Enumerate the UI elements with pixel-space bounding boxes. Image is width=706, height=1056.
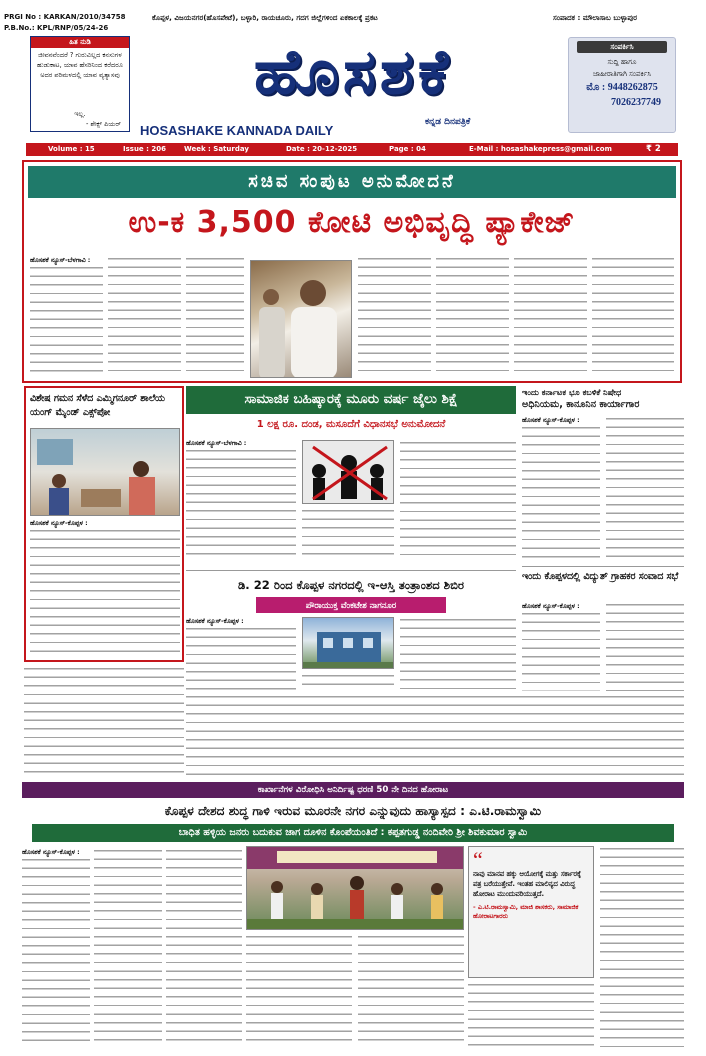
land-grab-col-2 [606, 416, 684, 560]
social-boycott-illustration [302, 440, 394, 504]
quote-mark-icon: “ [473, 847, 483, 872]
pollution-col-1 [22, 857, 90, 1047]
power-consumer-meet-story [522, 566, 684, 692]
lead-kicker: ಸಚಿವ ಸಂಪುಟ ಅನುಮೋದನೆ [28, 166, 676, 198]
pollution-col-3 [166, 848, 242, 1047]
e-asset-story [186, 570, 516, 692]
e-asset-col-1 [186, 626, 296, 692]
issue: Issue : 206 [123, 145, 166, 153]
prgi-number: PRGI No : KARKAN/2010/34758 [4, 13, 126, 21]
date: Date : 20-12-2025 [286, 145, 358, 153]
contact-line-1: ಸುದ್ದಿ ಹಾಗೂ [607, 58, 637, 66]
page-number: Page : 04 [389, 145, 426, 153]
power-meet-col-1 [522, 611, 600, 691]
lead-col-4 [358, 256, 431, 377]
contact-phone-1: ಮೊ : 9448262875 [586, 82, 658, 93]
pollution-dateline: ಹೊಸಶಕೆ ನ್ಯೂಸ್-ಕೊಪ್ಪಳ : [22, 848, 80, 856]
social-boycott-dateline: ಹೊಸಶಕೆ ನ್ಯೂಸ್-ಬೆಳಗಾವಿ : [186, 439, 247, 447]
quote-author: - ಶೇಕ್ಸ್ ಪಿಯರ್ [86, 120, 121, 128]
masthead-logo [157, 26, 549, 118]
pollution-headline: ಕೊಪ್ಪಳ ದೇಶದ ಶುದ್ಧ ಗಾಳಿ ಇರುವ ಮೂರನೇ ನಗರ ಎನ್ನುವುದು ಹಾಸ್ಯಾಸ್ಪದ : ಎ.ಟಿ.ರಾಮಸ್ವಾಮಿ [164, 804, 542, 818]
e-asset-col-3 [400, 617, 516, 692]
students-photo-icon [31, 429, 180, 516]
contact-box [568, 37, 676, 133]
quote-box [30, 36, 130, 132]
school-expo-headline: ವಿಶೇಷ ಗಮನ ಸೆಳೆದ ಎಮ್ಮಿಗನೂರ್ ಶಾಲೆಯ ಯಂಗ್ ಮೈಂಡ್ ಎಕ್ಸ್‌ಪೋ [30, 393, 165, 418]
quote-tail: ಇಲ್ಲ. [74, 110, 86, 118]
e-asset-subhead: ಪೌರಾಯುಕ್ತ ವೆಂಕಟೇಶ ನಾಗನೂರ [256, 597, 446, 613]
e-asset-photo [302, 617, 394, 669]
editor-label: ಸಂಪಾದಕ : ಮೌಲಾಸಾಬ ಬುಳ್ಳಾಪುರ [553, 13, 638, 22]
pull-quote-text: ನಾವು ಮಾನವ ಹಕ್ಕು ಆಯೋಗಕ್ಕೆ ಮತ್ತು ಸರ್ಕಾರಕ್ಕೆ ಪತ್ರ ಬರೆಯುತ್ತೇವೆ. ಇಂತಹ ಮಾಲಿನ್ಯದ ವಿರುದ್ಧ ಹೋರಾಟ ಮುಂದುವರಿಯುತ್ತದೆ. [473, 870, 581, 898]
pull-quote-author: - ಎ.ಟಿ.ರಾಮಸ್ವಾಮಿ, ಮಾಜಿ ಶಾಸಕರು, ಸಾಮಾಜಿಕ ಹೋರಾಟಗಾರರು [473, 903, 579, 920]
pollution-protest-story [22, 782, 684, 1052]
quote-title: ಹಿತ ನುಡಿ [31, 37, 129, 48]
school-expo-story [24, 386, 184, 662]
lead-col-7 [592, 256, 674, 377]
lead-col-5 [436, 256, 509, 377]
lead-story [22, 160, 682, 383]
price: ₹ 2 [646, 144, 661, 154]
masthead [0, 0, 706, 143]
pollution-ribbon: ಕಾರ್ಖಾನೆಗಳ ವಿರೋಧಿಸಿ ಅನಿರ್ದಿಷ್ಟ ಧರಣಿ 50 ನೇ ದಿನದ ಹೋರಾಟ [22, 782, 684, 798]
email: E-Mail : hosashakepress@gmail.com [469, 145, 612, 153]
pull-quote-box [468, 846, 594, 978]
subtitle-kannada: ಕನ್ನಡ ದಿನಪತ್ರಿಕೆ [425, 117, 471, 127]
contact-line-2: ಜಾಹೀರಾತಿಗಾಗಿ ಸಂಪರ್ಕಿಸಿ [592, 70, 652, 78]
power-meet-col-2 [606, 602, 684, 691]
contact-phone-2: 7026237749 [611, 97, 661, 108]
lead-col-1 [30, 265, 103, 377]
school-expo-dateline: ಹೊಸಶಕೆ ನ್ಯೂಸ್-ಕೊಪ್ಪಳ : [30, 519, 88, 527]
power-meet-dateline: ಹೊಸಶಕೆ ನ್ಯೂಸ್-ಕೊಪ್ಪಳ : [522, 602, 580, 610]
pollution-col-5 [358, 934, 464, 1047]
pollution-col-2 [94, 848, 162, 1047]
e-asset-col-2 [302, 673, 394, 692]
social-boycott-headline: ಸಾಮಾಜಿಕ ಬಹಿಷ್ಕಾರಕ್ಕೆ ಮೂರು ವರ್ಷ ಜೈಲು ಶಿಕ್ಷೆ [186, 386, 516, 414]
lead-col-6 [514, 256, 587, 377]
social-boycott-story [186, 386, 516, 566]
land-grab-col-1 [522, 425, 600, 560]
land-grab-headline: ಅಧಿನಿಯಮ, ಕಾನೂನಿನ ಕಾರ್ಯಾಗಾರ [522, 399, 640, 410]
quote-text: ಜೀವನವೆಂದರೆ ? ಗುರುವಿಲ್ಲದ ಕನಸುಗಳ ಹುಡುಕಾಟ, ಯಾವ ಹೆಸರಿನಿಂದ ಕರೆದರೂ ಅದರ ಪರಿಮಳದಲ್ಲಿ ಯಾವ ವ್ಯತ್ಯಾಸವು [37, 51, 123, 79]
e-asset-dateline: ಹೊಸಶಕೆ ನ್ಯೂಸ್-ಕೊಪ್ಪಳ : [186, 617, 244, 625]
lead-headline: ಉ-ಕ 3,500 ಕೋಟಿ ಅಭಿವೃದ್ಧಿ ಪ್ಯಾಕೇಜ್ [128, 205, 576, 240]
school-expo-body [30, 528, 180, 658]
land-grab-workshop-story [522, 386, 684, 564]
protest-stage-photo-icon [247, 847, 464, 930]
pollution-col-4 [246, 934, 352, 1047]
lead-col-3 [186, 256, 244, 377]
lead-col-2 [108, 256, 181, 377]
pollution-col-7 [600, 846, 684, 1047]
social-boycott-col-3 [400, 440, 516, 556]
subtitle-english: HOSASHAKE KANNADA DAILY [140, 123, 334, 138]
lead-columns [30, 256, 676, 380]
lead-photo [250, 260, 352, 378]
pollution-protest-photo [246, 846, 464, 930]
districts-line: ಕೊಪ್ಪಳ, ವಿಜಯನಗರ(ಹೊಸಪೇಟೆ), ಬಳ್ಳಾರಿ, ರಾಯಚೂರು, ಗದಗ ಜಿಲ್ಲೆಗಳಿಂದ ಏಕಕಾಲಕ್ಕೆ ಪ್ರಕಟ [152, 13, 378, 22]
pb-number: P.B.No.: KPL/RNP/05/24-26 [4, 24, 109, 32]
contact-title: ಸಂಪರ್ಕಿಸಿ [577, 41, 667, 53]
volume: Volume : 15 [48, 145, 95, 153]
school-expo-photo [30, 428, 180, 516]
left-continuation [24, 666, 184, 780]
land-grab-kicker: ಇಂದು ಕರ್ನಾಟಕ ಭೂ ಕಬಳಿಕೆ ನಿಷೇಧ [522, 387, 622, 397]
municipal-building-icon [303, 618, 394, 669]
social-boycott-subhead: 1 ಲಕ್ಷ ರೂ. ದಂಡ, ಮಸೂದೆಗೆ ವಿಧಾನಸಭೆ ಅನುಮೋದನೆ [256, 419, 446, 430]
info-bar [26, 143, 678, 156]
social-boycott-col-1 [186, 448, 296, 556]
lead-dateline: ಹೊಸಶಕೆ ನ್ಯೂಸ್-ಬೆಳಗಾವಿ : [30, 256, 91, 264]
logo-title: ಹೊಸಶಕೆ [253, 35, 453, 108]
pollution-subhead: ಬಾಧಿತ ಹಳ್ಳಿಯ ಜನರು ಬದುಕುವ ಜಾಗ ದೂಳಿನ ಕೊಂಪೆಯಂತಿದೆ : ಕಪ್ಪತಗುಡ್ಡ ನಂದಿವೇರಿ ಶ್ರೀ ಶಿವಕುಮಾರ ಸ್ವಾಮಿ [32, 824, 674, 842]
land-grab-dateline: ಹೊಸಶಕೆ ನ್ಯೂಸ್-ಕೊಪ್ಪಳ : [522, 416, 580, 424]
boycott-illustration-icon [303, 441, 394, 504]
pollution-col-6 [468, 982, 594, 1047]
week: Week : Saturday [184, 145, 249, 153]
power-meet-headline: ಇಂದು ಕೊಪ್ಪಳದಲ್ಲಿ ವಿದ್ಯುತ್ ಗ್ರಾಹಕರ ಸಂವಾದ ಸಭೆ [522, 571, 679, 582]
center-continuation [186, 694, 684, 780]
e-asset-headline: ಡಿ. 22 ರಿಂದ ಕೊಪ್ಪಳ ನಗರದಲ್ಲಿ ಇ-ಆಸ್ತಿ ತಂತ್ರಾಂಶದ ಶಿಬಿರ [237, 578, 465, 592]
minister-photo-icon [251, 261, 352, 378]
social-boycott-col-2 [302, 508, 394, 556]
